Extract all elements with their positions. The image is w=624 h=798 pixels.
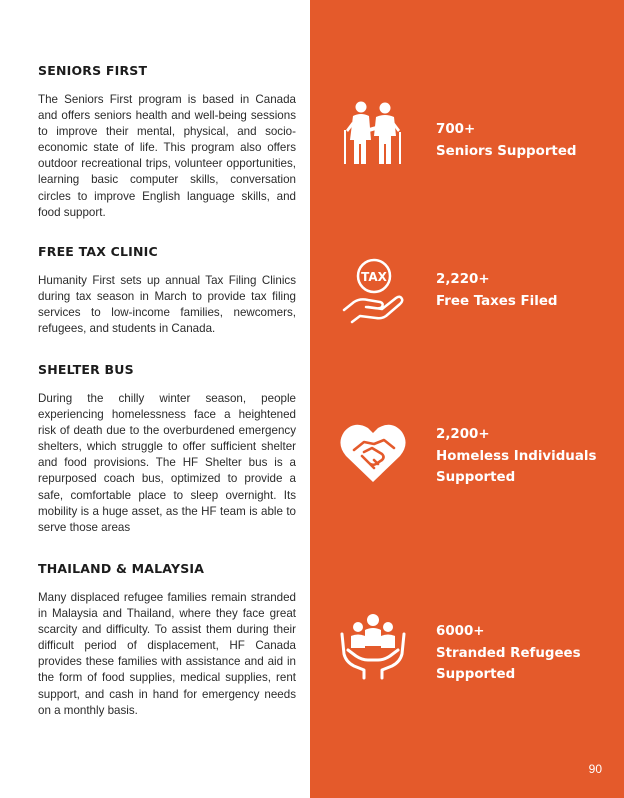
stat-value: 700+ <box>436 122 476 137</box>
section-body: The Seniors First program is based in Canada and offers seniors health and well-being sessions to improve their mental, physical, and socio-economic state of life. This program also offers outdoor recreational trips, volunteer opportunities, learning basic computer skills, conversation circles to improve English language skills, and food support. <box>38 93 296 219</box>
section-free-tax-clinic <box>38 244 296 337</box>
stat-label: Stranded Refugees <box>436 645 581 661</box>
section-title: SENIORS FIRST <box>38 63 148 78</box>
stat-label-line2: Supported <box>436 667 516 682</box>
stat-label: Homeless Individuals <box>436 448 597 464</box>
stat-text <box>436 119 616 162</box>
stat-value: 2,220+ <box>436 272 490 287</box>
stat-value: 6000+ <box>436 624 485 639</box>
stat-stranded-refugees <box>338 610 618 710</box>
tax-label: TAX <box>361 270 387 284</box>
section-body: Many displaced refugee families remain stranded in Malaysia and Thailand, where they face great scarcity and difficulty. To assist them during their difficult period of displacement, HF Canada provides these families with assistance and aid in the form of food supplies, medical supplies, rent support, and cash in hand for emergency needs on a monthly basis. <box>38 591 296 717</box>
section-shelter-bus <box>38 362 296 536</box>
stat-text <box>436 269 616 312</box>
section-title: THAILAND & MALAYSIA <box>38 561 205 576</box>
text-column <box>0 0 310 798</box>
tax-hand-icon <box>338 254 408 324</box>
section-title: SHELTER BUS <box>38 362 134 377</box>
section-body: During the chilly winter season, people experiencing homelessness face a heightened risk of death due to the overburdened emergency shelters, which struggle to offer sufficient shelter and food provisions. The HF Shelter bus is a repurposed coach bus, optimized to provide a safe, comfortable place to sleep overnight. Its mobility is a huge asset, as the HF team is able to serve those areas <box>38 392 296 534</box>
stat-text <box>436 621 616 686</box>
heart-handshake-icon <box>338 418 408 488</box>
page-number: 90 <box>588 762 602 776</box>
section-title: FREE TAX CLINIC <box>38 244 158 259</box>
seniors-couple-icon <box>338 100 408 170</box>
section-body: Humanity First sets up annual Tax Filing Clinics during tax season in March to provide tax filing services to low-income families, newcomers, refugees, and students in Canada. <box>38 274 296 336</box>
stat-label: Free Taxes Filed <box>436 293 558 309</box>
stat-text <box>436 424 616 489</box>
stat-homeless-individuals <box>338 418 618 518</box>
stat-seniors-supported <box>338 100 618 200</box>
section-seniors-first <box>38 63 296 221</box>
section-thailand-malaysia <box>38 561 296 719</box>
stat-free-taxes-filed <box>338 254 618 354</box>
stat-value: 2,200+ <box>436 427 490 442</box>
stat-label: Seniors Supported <box>436 143 577 159</box>
stat-label-line2: Supported <box>436 470 516 485</box>
stats-panel <box>310 0 624 798</box>
family-hands-icon <box>338 610 408 680</box>
